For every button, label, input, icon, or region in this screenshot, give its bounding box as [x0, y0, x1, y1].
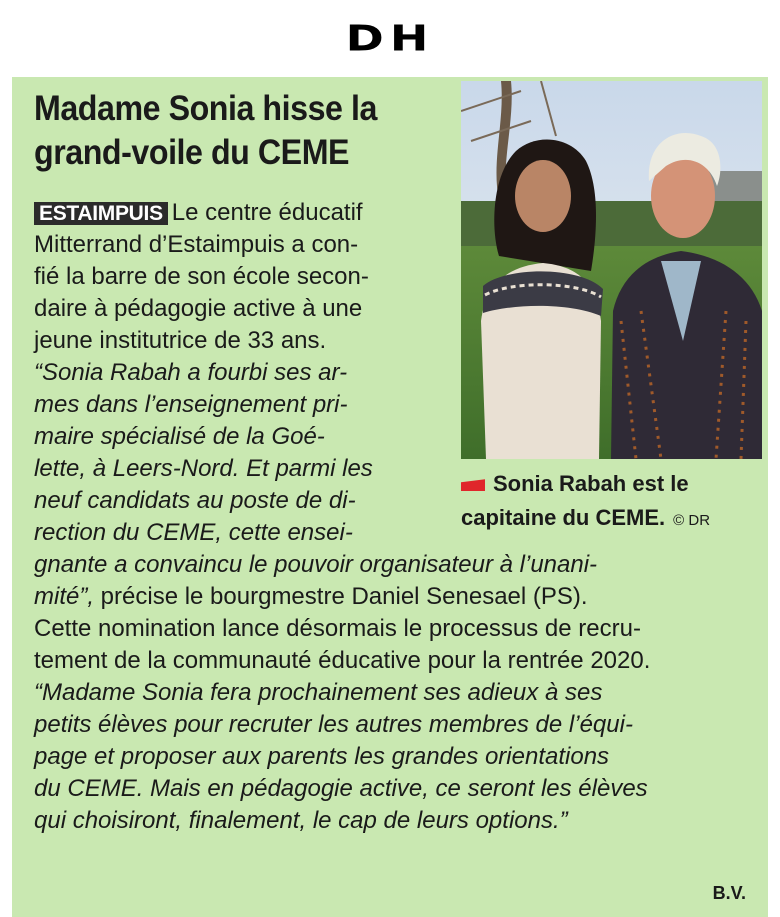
article-headline: Madame Sonia hisse la grand-voile du CEME	[34, 89, 377, 172]
quote-line: rection du CEME, cette ensei-	[34, 519, 353, 546]
newspaper-logo: DH	[345, 16, 435, 60]
body-line: Mitterrand d’Estaimpuis a con-	[34, 231, 359, 258]
quote-line: qui choisiront, finalement, le cap de leurs options.”	[34, 807, 568, 834]
article-byline: B.V.	[712, 883, 746, 903]
quote-line: maire spécialisé de la Goé-	[34, 423, 325, 450]
quote-line: lette, à Leers-Nord. Et parmi les	[34, 455, 373, 482]
body-line: Cette nomination lance désormais le processus de recru-	[34, 615, 641, 642]
body-line: ESTAIMPUIS Le centre éducatif	[34, 197, 363, 230]
quote-line: page et proposer aux parents les grandes orientations	[34, 743, 610, 770]
quote-line: du CEME. Mais en pédagogie active, ce seront les élèves	[34, 775, 648, 802]
body-line: jeune institutrice de 33 ans.	[34, 327, 327, 354]
body-line: mité”, précise le bourgmestre Daniel Senesael (PS).	[34, 583, 588, 610]
photo-caption: capitaine du CEME. © DR	[461, 505, 711, 530]
caption-marker-icon	[461, 479, 485, 491]
photo-credit: © DR	[673, 512, 711, 529]
woman-face	[515, 160, 571, 232]
quote-line: gnante a convaincu le pouvoir organisateur à l’unani-	[34, 551, 598, 578]
quote-line: “Madame Sonia fera prochainement ses adieux à ses	[34, 679, 603, 706]
photo-caption: Sonia Rabah est le	[461, 469, 689, 499]
quote-line: “Sonia Rabah a fourbi ses ar-	[34, 359, 348, 386]
article-card	[12, 77, 768, 917]
location-kicker: ESTAIMPUIS	[34, 202, 168, 225]
body-line: tement de la communauté éducative pour la rentrée 2020.	[34, 647, 651, 674]
quote-line: neuf candidats au poste de di-	[34, 487, 356, 514]
article-photo	[461, 81, 762, 459]
quote-line: petits élèves pour recruter les autres membres de l’équi-	[34, 711, 633, 738]
body-line: daire à pédagogie active à une	[34, 295, 363, 322]
quote-line: mes dans l’enseignement pri-	[34, 391, 348, 418]
body-line: fié la barre de son école secon-	[34, 263, 369, 290]
